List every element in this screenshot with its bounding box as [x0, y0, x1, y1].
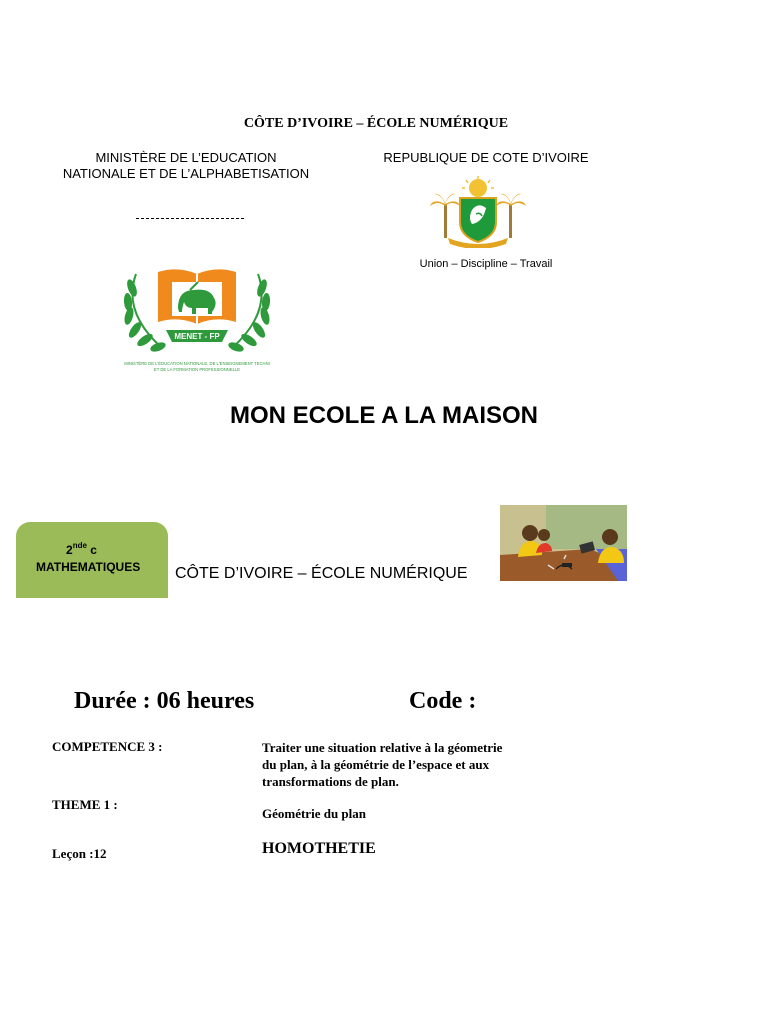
theme-label: THEME 1 :: [52, 797, 118, 812]
class-level: [66, 542, 97, 557]
competence-text: [262, 739, 562, 790]
competence-line-3: transformations de plan.: [262, 774, 399, 789]
national-motto: Union – Discipline – Travail: [419, 258, 553, 270]
menet-logo-caption-1: MINISTÈRE DE L'ÉDUCATION NATIONALE, DE L'ENSEIGNEMENT TECHNI: [124, 361, 270, 366]
document-header-title: CÔTE D’IVOIRE – ÉCOLE NUMÉRIQUE: [243, 116, 509, 131]
duration-label: Durée : 06 heures: [74, 688, 255, 714]
code-label: Code :: [409, 688, 477, 714]
ministry-line-2: NATIONALE ET DE L’ALPHABETISATION: [62, 166, 310, 181]
competence-label: COMPETENCE 3 :: [52, 739, 163, 754]
separator-dashes: [136, 218, 244, 219]
lesson-title: HOMOTHETIE: [262, 840, 376, 857]
banner-title: CÔTE D’IVOIRE – ÉCOLE NUMÉRIQUE: [175, 565, 468, 582]
subject-name: MATHEMATIQUES: [36, 560, 141, 574]
competence-line-2: du plan, à la géométrie de l’espace et aux: [262, 757, 490, 772]
republic-name: REPUBLIQUE DE COTE D’IVOIRE: [383, 150, 589, 165]
class-level-suffix: c: [90, 543, 97, 557]
competence-line-1: Traiter une situation relative à la géometrie: [262, 740, 503, 755]
menet-fp-logo-icon: [112, 252, 282, 378]
menet-logo-caption-2: ET DE LA FORMATION PROFESSIONNELLE: [153, 367, 241, 372]
ministry-line-1: MINISTÈRE DE L’EDUCATION: [95, 150, 277, 165]
students-illustration-icon: [500, 505, 627, 581]
menet-logo-text: MENET - FP: [174, 332, 220, 341]
ministry-name: [40, 150, 332, 182]
main-title: MON ECOLE A LA MAISON: [230, 402, 538, 429]
class-level-sup: nde: [72, 541, 87, 550]
coat-of-arms-icon: [428, 176, 528, 248]
class-level-number: 2: [66, 543, 73, 557]
lesson-label: Leçon :12: [52, 846, 107, 861]
theme-value: Géométrie du plan: [262, 806, 366, 821]
